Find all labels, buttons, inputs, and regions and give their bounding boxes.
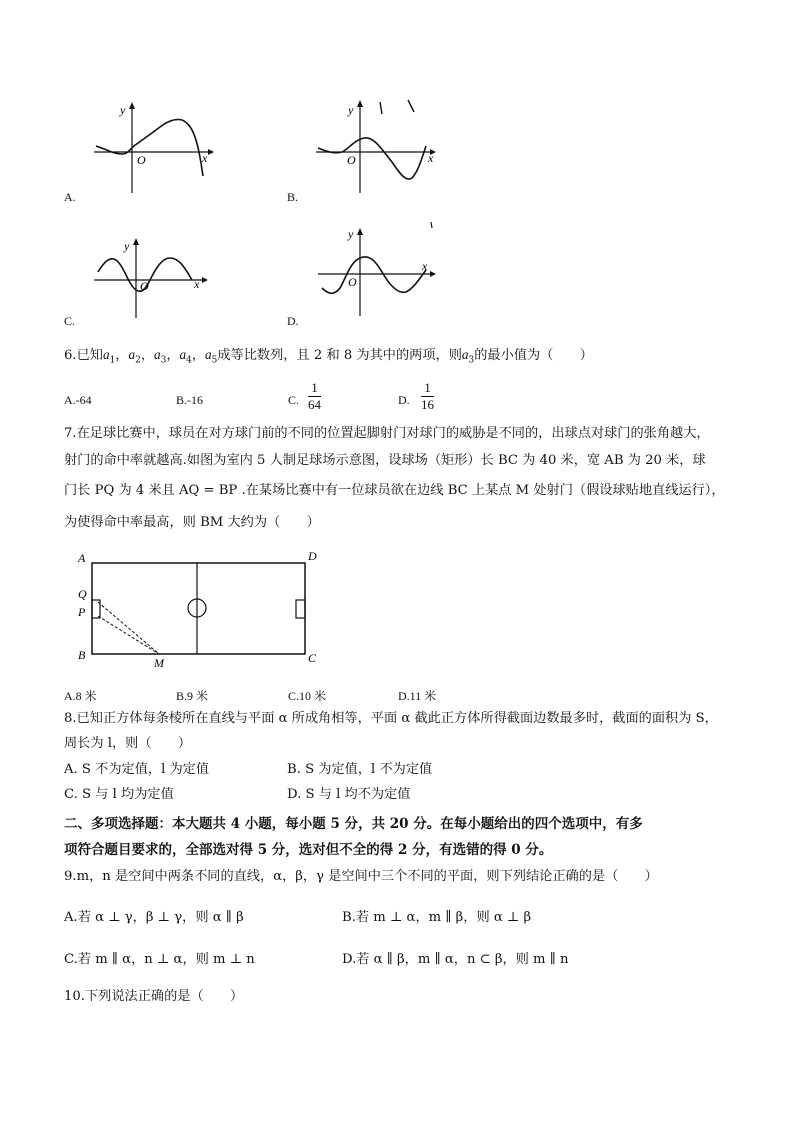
graph-d-plot [314, 222, 444, 318]
q9-option-d: D.若 α ∥ β，m ∥ α，n ⊂ β，则 m ∥ n [342, 952, 569, 967]
q7-line-2: 射门的命中率就越高.如图为室内 5 人制足球场示意图，设球场（矩形）长 BC 为 40 米，宽 AB 为 20 米，球 [64, 453, 706, 468]
q7-line-1: 7.在足球比赛中，球员在对方球门前的不同的位置起脚射门对球门的威胁是不同的，出球点对球门的张角越大， [64, 426, 710, 441]
q8-line-2: 周长为 l，则（ ） [64, 736, 192, 751]
q5-option-b-label: B. [287, 190, 299, 204]
q7-option-a: A.8 米 [64, 689, 97, 703]
q5-option-c-label: C. [64, 314, 76, 328]
q9-option-b: B.若 m ⊥ α，m ∥ β，则 α ⊥ β [342, 910, 532, 925]
svg-text:x: x [428, 151, 434, 165]
svg-text:C: C [308, 651, 317, 665]
q7-option-b: B.9 米 [176, 689, 209, 703]
graph-b-plot [312, 96, 442, 196]
svg-text:M: M [154, 656, 164, 670]
right-goal [296, 600, 305, 618]
q6-option-c-fraction: $\frac{1}{64}$ [308, 380, 321, 412]
q8-option-d: D. S 与 l 均不为定值 [287, 787, 411, 802]
svg-text:x: x [194, 277, 200, 291]
q7-field-diagram [72, 546, 332, 672]
q7-line-4: 为使得命中率最高，则 BM 大约为（ ） [64, 515, 320, 530]
q6-option-c-letter: C. [288, 393, 300, 407]
section-2-heading-line-2: 项符合题目要求的，全部选对得 5 分，选对但不全的得 2 分，有选错的得 0 分。 [64, 842, 553, 858]
shot-line-p [98, 616, 159, 654]
graph-a-plot [90, 100, 215, 195]
q9-option-a: A.若 α ⊥ γ，β ⊥ γ，则 α ∥ β [64, 910, 244, 925]
q8-line-1: 8.已知正方体每条棱所在直线与平面 α 所成角相等，平面 α 截此正方体所得截面边数最多时，截面的面积为 S， [64, 711, 718, 726]
svg-text:A: A [78, 551, 86, 565]
q5-option-d-label: D. [287, 314, 299, 328]
svg-text:O: O [347, 153, 356, 167]
svg-text:O: O [140, 279, 149, 293]
svg-text:B: B [78, 648, 86, 662]
graph-c-plot [90, 236, 215, 321]
q8-option-a: A. S 不为定值，l 为定值 [64, 762, 210, 777]
q7-line-3: 门长 PQ 为 4 米且 AQ = BP .在某场比赛中有一位球员欲在边线 BC 上某点 M 处射门（假设球贴地直线运行）， [64, 483, 725, 498]
q6-option-d-fraction: $\frac{1}{16}$ [421, 380, 434, 412]
svg-text:D: D [308, 549, 317, 563]
q5-option-a-label: A. [64, 190, 76, 204]
q6-option-b: B.-16 [176, 393, 203, 407]
q9-stem: 9.m，n 是空间中两条不同的直线，α，β，γ 是空间中三个不同的平面，则下列结论正确的是（ ） [64, 869, 658, 884]
svg-text:y: y [348, 103, 354, 117]
q7-option-c: C.10 米 [288, 689, 327, 703]
svg-text:O: O [348, 275, 357, 289]
svg-text:y: y [124, 239, 130, 253]
svg-text:y: y [348, 227, 354, 241]
q6-option-d-letter: D. [398, 393, 410, 407]
svg-text:y: y [120, 103, 126, 117]
q6-option-a: A.-64 [64, 393, 92, 407]
q10-stem: 10.下列说法正确的是（ ） [64, 989, 244, 1004]
q8-option-c: C. S 与 l 均为定值 [64, 787, 174, 802]
shot-line-q [98, 602, 159, 654]
svg-text:O: O [137, 153, 146, 167]
field-rectangle [92, 563, 305, 654]
svg-text:x: x [422, 259, 428, 273]
svg-text:x: x [202, 151, 208, 165]
section-2-heading-line-1: 二、多项选择题：本大题共 4 小题，每小题 5 分，共 20 分。在每小题给出的四个选项中，有多 [64, 816, 643, 832]
q7-option-d: D.11 米 [398, 689, 437, 703]
q8-option-b: B. S 为定值，l 不为定值 [287, 762, 433, 777]
svg-text:P: P [78, 605, 86, 619]
q6-stem: 6.已知$a_1$，$a_2$，$a_3$，$a_4$，$a_5$成等比数列，且 2 和 8 为其中的两项，则$a_3$的最小值为（ ） [64, 347, 593, 366]
svg-text:Q: Q [78, 587, 87, 601]
q9-option-c: C.若 m ∥ α，n ⊥ α，则 m ⊥ n [64, 952, 255, 967]
